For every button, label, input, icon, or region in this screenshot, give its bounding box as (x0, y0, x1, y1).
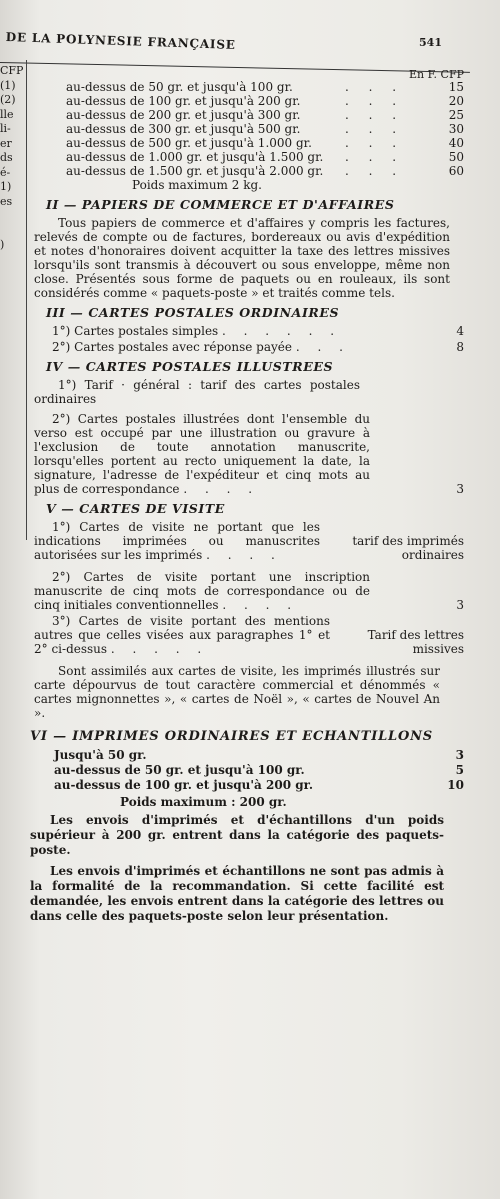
rate-row (30, 94, 470, 108)
unit-header: En F. CFP (409, 68, 464, 81)
tariff-item: 1°) Cartes de visite ne portant que les indications imprimées ou manuscrites autorisées sur les imprimés . . . . (34, 520, 320, 562)
rate-value: 15 (448, 80, 464, 94)
rate-label: au-dessus de 50 gr. et jusqu'à 100 gr. (54, 763, 305, 777)
margin-fragment: é- (0, 165, 11, 179)
item-text: 2°) Cartes postales illustrées dont l'ensemble du verso est occupé par une illustration ou gravure à l'exclusion de toute annotation manuscrite, lorsqu'elles portent au recto uniquement la date, la signature, l'adresse de l'expéditeur et cinq mots au plus de correspondance (34, 412, 370, 496)
item-text: 1°) Cartes de visite ne portant que les indications imprimées ou manuscrites autorisées sur les imprimés (34, 520, 320, 562)
rate-row (30, 778, 470, 793)
section-heading: II — PAPIERS DE COMMERCE ET D'AFFAIRES (46, 197, 395, 212)
rate-label: au-dessus de 1.500 gr. et jusqu'à 2.000 gr. (66, 164, 324, 178)
margin-fragment: ) (0, 238, 5, 251)
section-paragraph: Les envois d'imprimés et d'échantillons d'un poids supérieur à 200 gr. entrent dans la catégorie des paquets-poste. (30, 813, 444, 857)
running-title: DE LA POLYNESIE FRANÇAISE (5, 30, 237, 53)
rate-value: 10 (447, 778, 464, 792)
margin-fragment: ds (0, 151, 13, 164)
rate-value: 3 (455, 748, 464, 762)
margin-fragment: (1) (0, 78, 16, 92)
column-rule (26, 60, 27, 540)
leader-dots: . . . (345, 80, 405, 94)
rate-value: 60 (448, 164, 464, 178)
section-heading: III — CARTES POSTALES ORDINAIRES (46, 305, 340, 320)
margin-fragment: CFP (0, 64, 24, 77)
item-value: 4 (456, 324, 464, 338)
margin-fragment (0, 224, 24, 239)
rate-label: au-dessus de 300 gr. et jusqu'à 500 gr. (66, 122, 301, 136)
leader-dots: . . . (345, 150, 405, 164)
section-paragraph: Sont assimilés aux cartes de visite, les imprimés illustrés sur carte dépourvus de tout caractère commercial et dénommés « cartes mignonnettes », « cartes de Noël », « cartes de Nouvel An ». (34, 664, 440, 720)
rate-label: au-dessus de 100 gr. et jusqu'à 200 gr. (54, 778, 314, 792)
page-number: 541 (419, 36, 442, 49)
tariff-item: 2°) Cartes postales illustrées dont l'ensemble du verso est occupé par une illustration ou gravure à l'exclusion de toute annotation manuscrite, lorsqu'elles portent au recto uniquement la date, la signature, l'adresse de l'expéditeur et cinq mots au plus de correspondance . . . . 3 (34, 412, 464, 496)
max-weight: Poids maximum : 200 gr. (120, 795, 287, 809)
rate-value: 40 (448, 136, 464, 150)
margin-fragment: li- (0, 122, 11, 135)
item-value: 3 (456, 482, 464, 496)
rate-row (30, 150, 470, 164)
item-text: 3°) Cartes de visite portant des mentions autres que celles visées aux paragraphes 1° et 2° ci-dessus (34, 614, 330, 656)
margin-fragment: er (0, 136, 12, 150)
margin-fragment: (2) (0, 93, 16, 106)
margin-fragment: es (0, 194, 13, 208)
left-margin-fragments (0, 64, 24, 364)
rate-value: 30 (448, 122, 464, 136)
rate-value: 5 (455, 763, 464, 777)
rate-value: 25 (448, 108, 464, 122)
item-text: 2°) Cartes de visite portant une inscription manuscrite de cinq mots de correspondance ou de cinq initiales conventionnelles (34, 570, 370, 612)
rate-row (30, 136, 470, 150)
item-value: 3 (456, 598, 464, 612)
rate-value: 20 (448, 94, 464, 108)
leader-dots: . . . (345, 94, 405, 108)
rate-row (30, 108, 470, 122)
item-text: 2°) Cartes postales avec réponse payée (52, 340, 292, 354)
leader-dots: . . . (345, 136, 405, 150)
rate-row (30, 122, 470, 136)
tariff-item: 2°) Cartes postales avec réponse payée . . . 8 (52, 340, 464, 354)
rate-label: au-dessus de 100 gr. et jusqu'à 200 gr. (66, 94, 301, 108)
section-paragraph: Tous papiers de commerce et d'affaires y compris les factures, relevés de compte ou de factures, bordereaux ou avis d'expédition et notes d'honoraires doivent acquitter la taxe des lettres missives lorsqu'ils sont transmis à découvert ou sous enveloppe, même non close. Présentés sous forme de paquets ou en rouleaux, ils sont considérés comme « paquets-poste » et traités comme tels. (34, 216, 450, 300)
rate-row (30, 80, 470, 94)
item-value: 8 (456, 340, 464, 354)
tariff-item: 2°) Cartes de visite portant une inscription manuscrite de cinq mots de correspondance ou de cinq initiales conventionnelles . . . . 3 (34, 570, 464, 612)
tariff-item: 3°) Cartes de visite portant des mentions autres que celles visées aux paragraphes 1° et 2° ci-dessus . . . . . (34, 614, 330, 656)
leader-dots: . . . (345, 108, 405, 122)
weight-rate-table (30, 748, 470, 809)
section-heading: V — CARTES DE VISITE (46, 501, 225, 516)
section-heading: IV — CARTES POSTALES ILLUSTREES (46, 359, 334, 374)
rate-label: au-dessus de 200 gr. et jusqu'à 300 gr. (66, 108, 301, 122)
margin-fragment: lle (0, 107, 14, 121)
rate-label: Jusqu'à 50 gr. (54, 748, 147, 762)
item-value: tarif des imprimés ordinaires (352, 534, 464, 562)
section-paragraph: Les envois d'imprimés et échantillons ne sont pas admis à la formalité de la recommandation. Si cette facilité est demandée, les envois entrent dans la catégorie des lettres ou dans celle des paquets-poste selon leur présentation. (30, 864, 444, 923)
rate-label: au-dessus de 50 gr. et jusqu'à 100 gr. (66, 80, 293, 94)
weight-rate-table (30, 80, 470, 192)
rate-row (30, 763, 470, 778)
rate-label: au-dessus de 500 gr. et jusqu'à 1.000 gr. (66, 136, 312, 150)
item-value: Tarif des lettres missives (367, 628, 464, 656)
section-heading: VI — IMPRIMES ORDINAIRES ET ECHANTILLONS (30, 729, 433, 744)
rate-row (30, 748, 470, 763)
main-content (30, 68, 470, 930)
rate-value: 50 (448, 150, 464, 164)
leader-dots: . . . (345, 164, 405, 178)
max-weight: Poids maximum 2 kg. (132, 178, 262, 192)
rate-row (30, 164, 470, 178)
tariff-item: 1°) Cartes postales simples . . . . . . 4 (52, 324, 464, 338)
rate-label: au-dessus de 1.000 gr. et jusqu'à 1.500 gr. (66, 150, 324, 164)
margin-fragment (0, 209, 24, 224)
margin-fragment: 1) (0, 180, 12, 193)
leader-dots: . . . (345, 122, 405, 136)
item-text: 1°) Cartes postales simples (52, 324, 219, 338)
section-paragraph: 1°) Tarif · général : tarif des cartes postales ordinaires (34, 378, 360, 406)
